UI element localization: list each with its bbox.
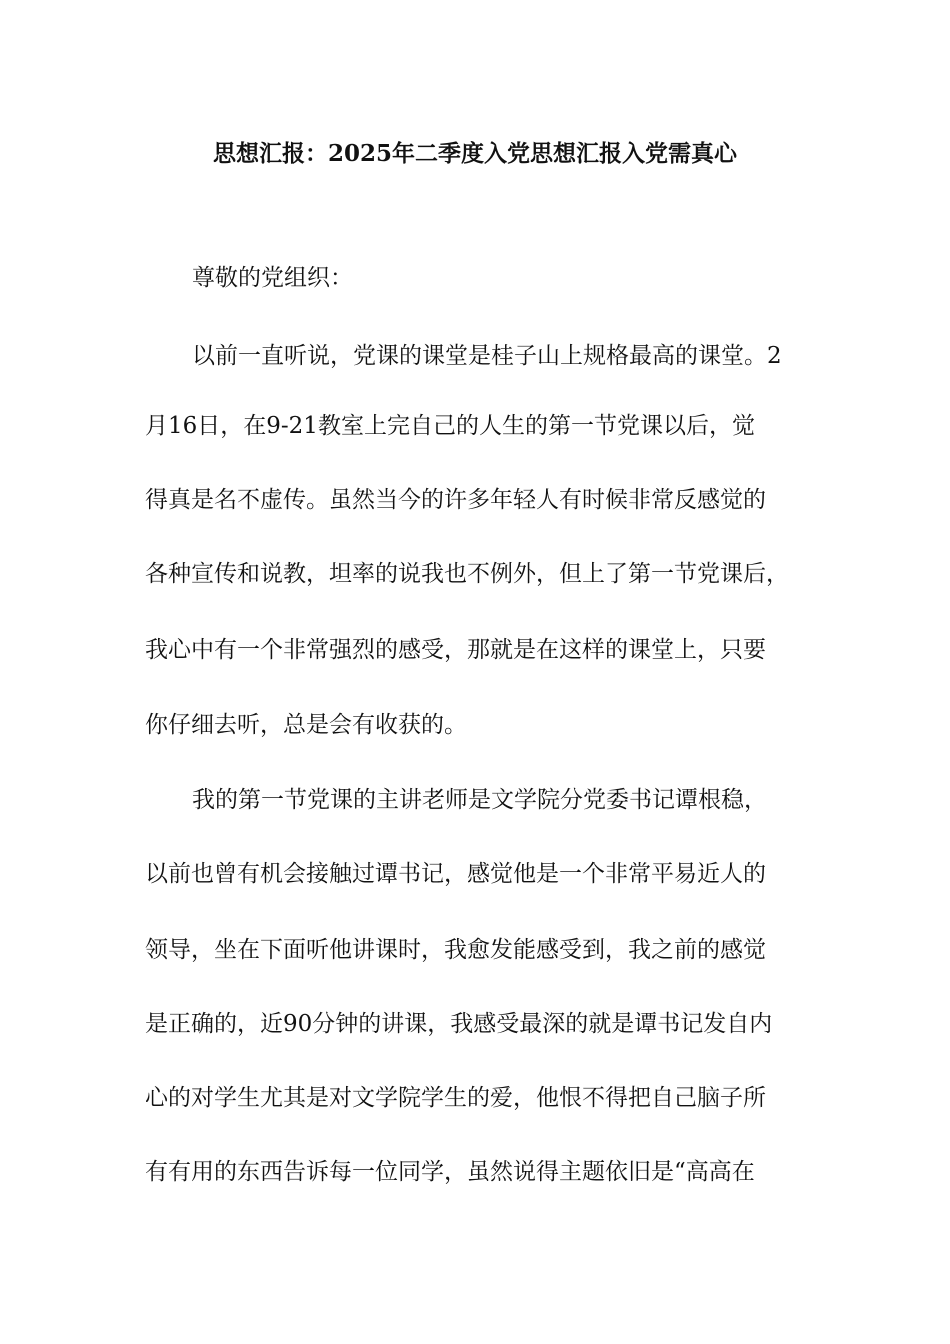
paragraph-line: 你仔细去听，总是会有收获的。 xyxy=(145,712,467,738)
paragraph-line: 月16日，在9-21教室上完自己的人生的第一节党课以后，觉 xyxy=(145,413,755,439)
paragraph-line: 以前也曾有机会接触过谭书记，感觉他是一个非常平易近人的 xyxy=(145,861,766,887)
document-title: 思想汇报：2025年二季度入党思想汇报入党需真心 xyxy=(212,140,737,167)
paragraph-line: 我心中有一个非常强烈的感受，那就是在这样的课堂上，只要 xyxy=(145,637,766,663)
paragraph-line: 得真是名不虚传。虽然当今的许多年轻人有时候非常反感觉的 xyxy=(145,487,766,513)
paragraph-line: 是正确的，近90分钟的讲课，我感受最深的就是谭书记发自内 xyxy=(145,1011,773,1037)
paragraph-line: 领导，坐在下面听他讲课时，我愈发能感受到，我之前的感觉 xyxy=(145,937,766,963)
paragraph-line: 各种宣传和说教，坦率的说我也不例外，但上了第一节党课后， xyxy=(145,561,789,587)
paragraph-line: 有有用的东西告诉每一位同学，虽然说得主题依旧是“高高在 xyxy=(145,1159,755,1185)
paragraph-line: 心的对学生尤其是对文学院学生的爱，他恨不得把自己脑子所 xyxy=(145,1085,766,1111)
paragraph-line: 以前一直听说，党课的课堂是桂子山上规格最高的课堂。2 xyxy=(192,343,782,369)
salutation: 尊敬的党组织： xyxy=(192,265,353,291)
paragraph-line: 我的第一节党课的主讲老师是文学院分党委书记谭根稳， xyxy=(192,787,767,813)
